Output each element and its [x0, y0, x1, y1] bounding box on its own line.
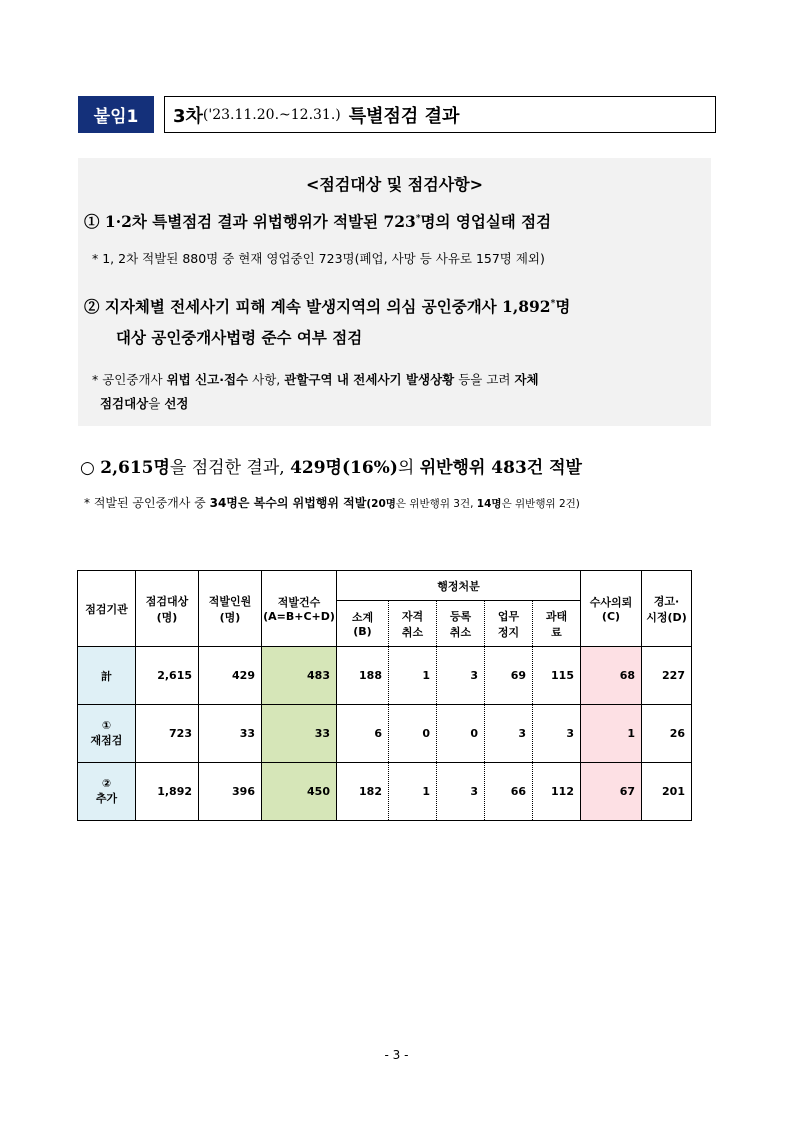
cell-reg: 3 [437, 647, 485, 705]
title-round: 3차 [173, 105, 203, 127]
table-row-total [78, 647, 692, 705]
scope-heading: <점검대상 및 점검사항> [305, 175, 484, 194]
scope-item-2-continued: 대상 공인중개사법령 준수 여부 점검 [116, 328, 363, 347]
row-label: ② 추가 [78, 763, 136, 821]
scope-box [78, 158, 711, 426]
header-subtotal: 소계 (B) [337, 601, 389, 647]
cell-subtotal: 6 [337, 705, 389, 763]
row-label: 計 [78, 647, 136, 705]
cell-susp: 66 [485, 763, 533, 821]
header-agency: 점검기관 [78, 571, 136, 647]
cell-investigation: 68 [581, 647, 642, 705]
cell-targets: 723 [136, 705, 199, 763]
cell-violators: 33 [199, 705, 262, 763]
cell-warning: 26 [642, 705, 692, 763]
title-subject: 특별점검 결과 [348, 105, 460, 127]
cell-investigation: 67 [581, 763, 642, 821]
summary-line: ○ 2,615명을 점검한 결과, 429명(16%)의 위반행위 483건 적발 [80, 458, 582, 478]
cell-reg: 3 [437, 763, 485, 821]
cell-targets: 2,615 [136, 647, 199, 705]
cell-reg: 0 [437, 705, 485, 763]
header-susp: 업무 정지 [485, 601, 533, 647]
header-qual: 자격 취소 [389, 601, 437, 647]
cell-warning: 201 [642, 763, 692, 821]
cell-cases: 483 [262, 647, 337, 705]
header-warning: 경고· 시정(D) [642, 571, 692, 647]
cell-fine: 3 [533, 705, 581, 763]
scope-note-2: * 공인중개사 위법 신고·접수 사항, 관할구역 내 전세사기 발생상황 등을 고려 자체 점검대상을 선정 [92, 372, 539, 411]
cell-fine: 115 [533, 647, 581, 705]
attachment-title [78, 96, 716, 133]
header-fine: 과태 료 [533, 601, 581, 647]
scope-item-2: ② 지자체별 전세사기 피해 계속 발생지역의 의심 공인중개사 1,892*명 [84, 297, 571, 316]
cell-qual: 0 [389, 705, 437, 763]
scope-note-1: * 1, 2차 적발된 880명 중 현재 영업중인 723명(폐업, 사망 등 사유로 157명 제외) [92, 251, 545, 266]
table-row-recheck [78, 705, 692, 763]
table-row-additional [78, 763, 692, 821]
cell-fine: 112 [533, 763, 581, 821]
cell-subtotal: 188 [337, 647, 389, 705]
header-cases: 적발건수 (A=B+C+D) [262, 571, 337, 647]
title-box [164, 96, 716, 133]
scope-item-1: ① 1·2차 특별점검 결과 위법행위가 적발된 723*명의 영업실태 점검 [84, 212, 552, 231]
cell-cases: 33 [262, 705, 337, 763]
page-number: - 3 - [384, 1048, 409, 1062]
cell-susp: 69 [485, 647, 533, 705]
header-targets: 점검대상 (명) [136, 571, 199, 647]
header-admin: 행정처분 [337, 571, 581, 601]
cell-investigation: 1 [581, 705, 642, 763]
results-table [77, 570, 692, 821]
summary-note: * 적발된 공인중개사 중 34명은 복수의 위법행위 적발(20명은 위반행위 3건, 14명은 위반행위 2건) [84, 496, 580, 510]
cell-violators: 429 [199, 647, 262, 705]
header-reg: 등록 취소 [437, 601, 485, 647]
header-investigation: 수사의뢰 (C) [581, 571, 642, 647]
cell-subtotal: 182 [337, 763, 389, 821]
cell-violators: 396 [199, 763, 262, 821]
cell-qual: 1 [389, 647, 437, 705]
title-period: ('23.11.20.~12.31.) [202, 106, 341, 123]
cell-targets: 1,892 [136, 763, 199, 821]
attachment-badge: 붙임1 [78, 96, 154, 133]
cell-cases: 450 [262, 763, 337, 821]
row-label: ① 재점검 [78, 705, 136, 763]
cell-warning: 227 [642, 647, 692, 705]
header-violators: 적발인원 (명) [199, 571, 262, 647]
cell-susp: 3 [485, 705, 533, 763]
cell-qual: 1 [389, 763, 437, 821]
